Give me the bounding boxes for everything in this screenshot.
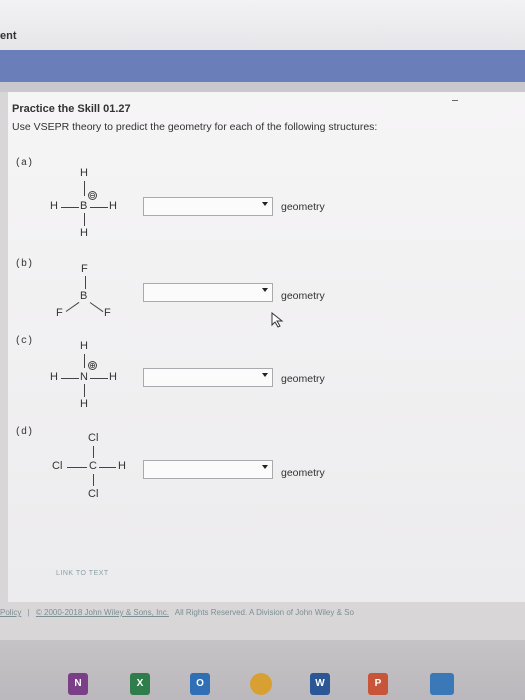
atom-a-left: H (50, 200, 58, 212)
part-b-label: (b) (15, 259, 34, 270)
geometry-select-d[interactable] (143, 460, 273, 479)
bond (99, 467, 116, 468)
atom-c-top: H (80, 340, 88, 352)
bond (84, 213, 85, 226)
copyright-link[interactable]: © 2000-2018 John Wiley & Sons, Inc. (35, 608, 169, 617)
word-icon[interactable]: W (310, 673, 330, 695)
chevron-down-icon (262, 288, 268, 292)
footer (0, 608, 525, 617)
geometry-label-a: geometry (281, 201, 325, 213)
atom-c-left: H (50, 371, 58, 383)
part-c-label: (c) (15, 336, 34, 347)
rights-text: All Rights Reserved. A Division of John Wiley & So (174, 608, 354, 617)
mouse-pointer-icon (271, 312, 285, 328)
bond (61, 207, 79, 208)
chevron-down-icon (262, 465, 268, 469)
charge-plus-icon: ⊕ (89, 361, 96, 370)
atom-a-bottom: H (80, 227, 88, 239)
bond (93, 446, 94, 458)
atom-d-top: Cl (88, 432, 99, 444)
outlook-icon[interactable]: O (190, 673, 210, 695)
app-header (0, 0, 525, 50)
powerpoint-icon[interactable]: P (368, 673, 388, 695)
link-to-text[interactable]: LINK TO TEXT (56, 570, 109, 577)
geometry-select-b[interactable] (143, 283, 273, 302)
atom-d-right: H (118, 460, 126, 472)
chevron-down-icon (262, 373, 268, 377)
footer-separator: | (27, 608, 30, 617)
chevron-down-icon (262, 202, 268, 206)
part-a-label: (a) (15, 158, 34, 169)
page-header-title: ent (0, 30, 17, 42)
atom-b-right: F (104, 307, 111, 319)
bond (90, 378, 108, 379)
practice-title: Practice the Skill 01.27 (12, 103, 131, 115)
bond (93, 474, 94, 486)
atom-b-top: F (81, 263, 88, 275)
geometry-label-b: geometry (281, 290, 325, 302)
bond (84, 384, 85, 397)
atom-d-left: Cl (52, 460, 63, 472)
atom-a-right: H (109, 200, 117, 212)
geometry-select-a[interactable] (143, 197, 273, 216)
bond (61, 378, 79, 379)
atom-c-center: N (80, 371, 88, 383)
charge-minus-icon: ⊖ (89, 191, 96, 200)
chrome-icon[interactable] (250, 673, 272, 695)
geometry-select-c[interactable] (143, 368, 273, 387)
atom-a-top: H (80, 167, 88, 179)
atom-c-right: H (109, 371, 117, 383)
bond (90, 207, 108, 208)
bond (84, 181, 85, 196)
nav-band (0, 50, 525, 82)
atom-d-center: C (89, 460, 97, 472)
geometry-label-c: geometry (281, 373, 325, 385)
policy-link[interactable]: Policy (0, 608, 22, 617)
atom-b-left: F (56, 307, 63, 319)
nav-subband (0, 82, 525, 92)
bond (85, 276, 86, 289)
shield-icon[interactable] (430, 673, 454, 695)
bond (84, 354, 85, 368)
minimize-dash-icon[interactable] (452, 100, 458, 101)
atom-d-bottom: Cl (88, 488, 99, 500)
atom-a-center: B (80, 200, 88, 212)
question-prompt: Use VSEPR theory to predict the geometry for each of the following structures: (12, 121, 378, 133)
atom-c-bottom: H (80, 398, 88, 410)
geometry-label-d: geometry (281, 467, 325, 479)
excel-icon[interactable]: X (130, 673, 150, 695)
bond (67, 467, 87, 468)
part-d-label: (d) (15, 427, 34, 438)
onenote-icon[interactable]: N (68, 673, 88, 695)
atom-b-center: B (80, 290, 88, 302)
